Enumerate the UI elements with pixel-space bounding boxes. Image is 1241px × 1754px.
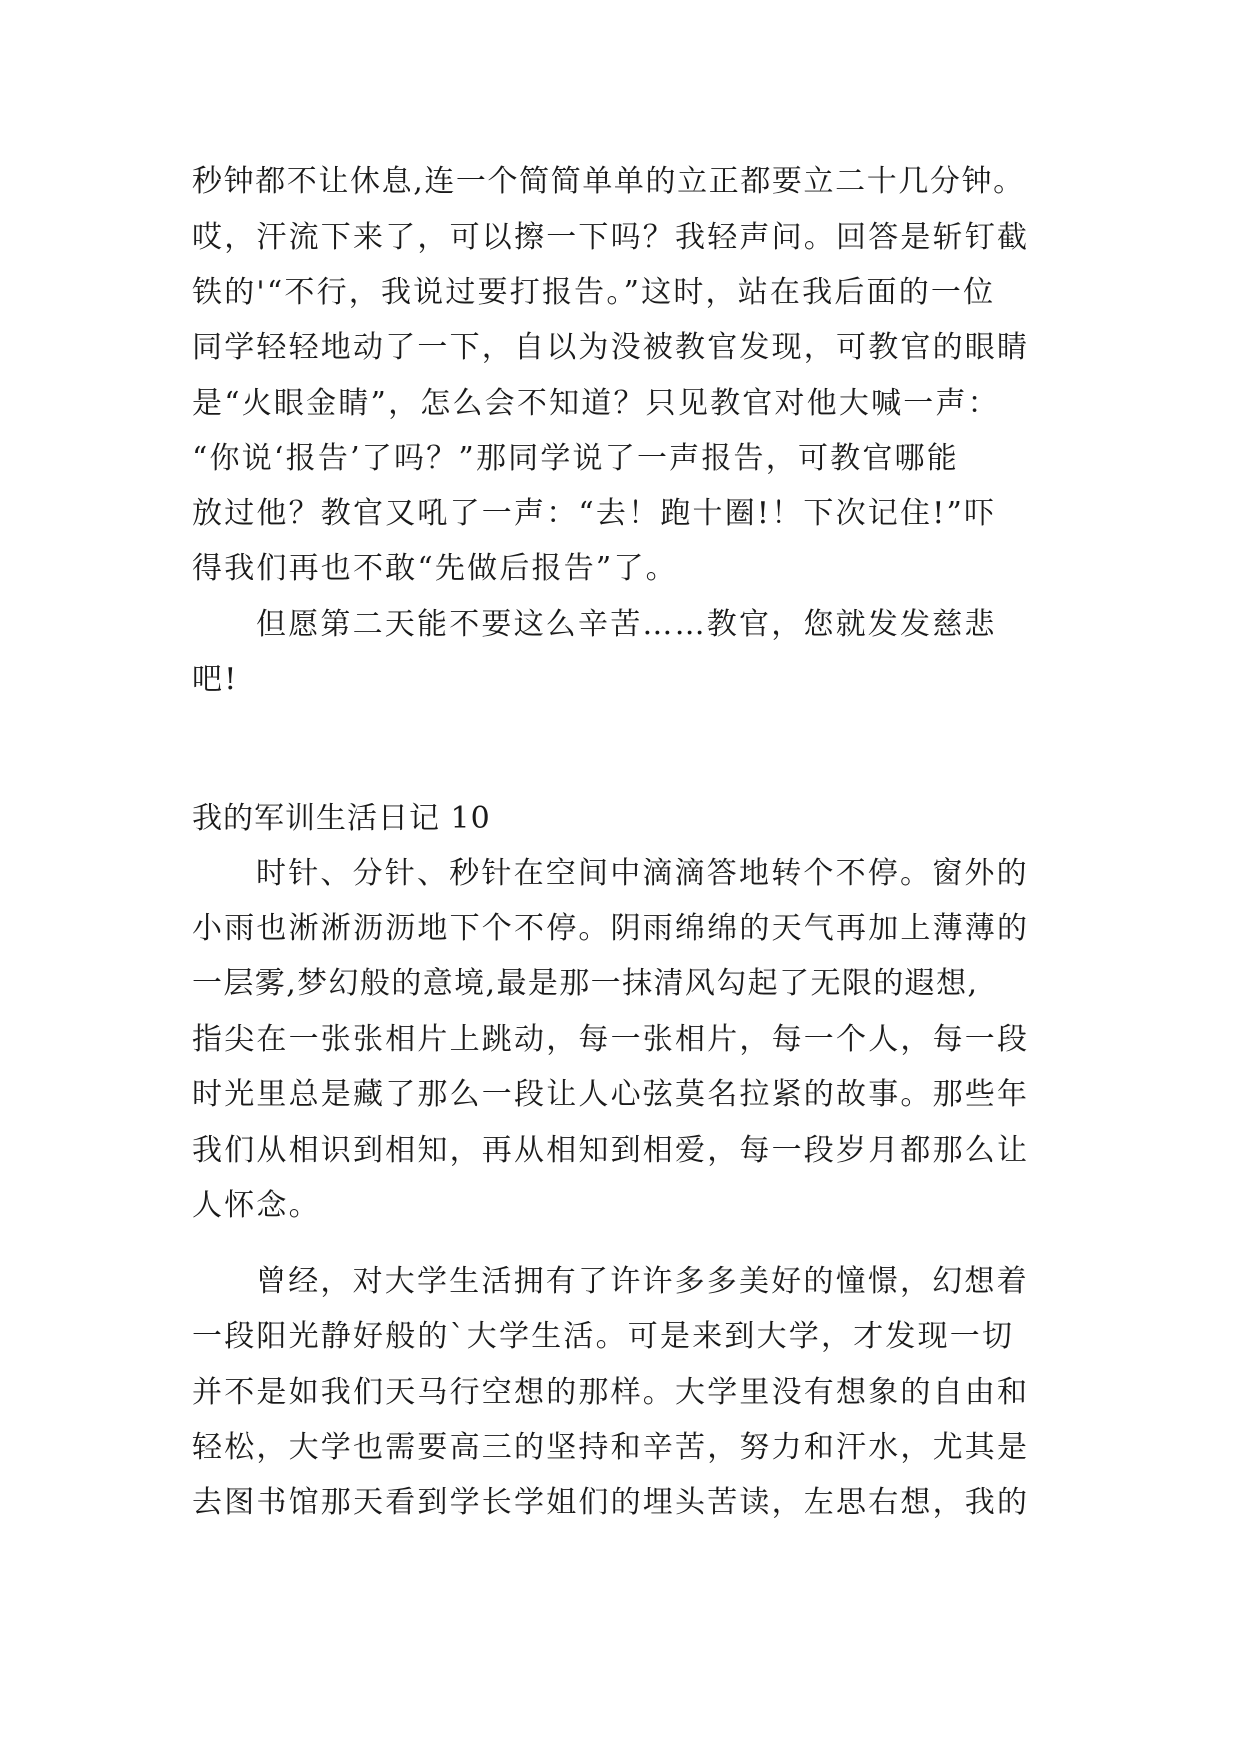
text-line: 吧! bbox=[192, 662, 239, 697]
text-line: 但愿第二天能不要这么辛苦……教官，您就发发慈悲 bbox=[256, 607, 997, 642]
text-line: 人怀念。 bbox=[192, 1188, 321, 1223]
text-line: 小雨也淅淅沥沥地下个不停。阴雨绵绵的天气再加上薄薄的 bbox=[192, 911, 1030, 946]
text-line: “你说‘报告’了吗？”那同学说了一声报告，可教官哪能 bbox=[192, 441, 959, 476]
text-line: 同学轻轻地动了一下，自以为没被教官发现，可教官的眼睛 bbox=[192, 330, 1030, 365]
text-line: 得我们再也不敢“先做后报告”了。 bbox=[192, 551, 678, 586]
text-line: 一层雾,梦幻般的意境,最是那一抹清风勾起了无限的遐想, bbox=[192, 966, 979, 1001]
text-line: 秒钟都不让休息,连一个简简单单的立正都要立二十几分钟。 bbox=[192, 164, 1025, 199]
text-line: 曾经，对大学生活拥有了许许多多美好的憧憬，幻想着 bbox=[256, 1264, 1029, 1299]
text-line: 指尖在一张张相片上跳动，每一张相片，每一个人，每一段 bbox=[192, 1022, 1030, 1057]
text-line: 放过他？教官又吼了一声：“去！跑十圈!！下次记住!”吓 bbox=[192, 496, 997, 531]
section-heading: 我的军训生活日记 10 bbox=[192, 801, 491, 836]
text-line: 是“火眼金睛”，怎么会不知道？只见教官对他大喊一声： bbox=[192, 386, 1000, 421]
text-line: 时针、分针、秒针在空间中滴滴答地转个不停。窗外的 bbox=[256, 856, 1029, 891]
text-line: 我们从相识到相知，再从相知到相爱，每一段岁月都那么让 bbox=[192, 1133, 1030, 1168]
text-line: 哎，汗流下来了，可以擦一下吗？我轻声问。回答是斩钉截 bbox=[192, 220, 1030, 255]
text-line: 并不是如我们天马行空想的那样。大学里没有想象的自由和 bbox=[192, 1375, 1030, 1410]
text-line: 铁的'“不行，我说过要打报告。”这时，站在我后面的一位 bbox=[192, 275, 996, 310]
text-line: 一段阳光静好般的`大学生活。可是来到大学，才发现一切 bbox=[192, 1319, 1015, 1354]
text-line: 去图书馆那天看到学长学姐们的埋头苦读，左思右想，我的 bbox=[192, 1485, 1030, 1520]
text-line: 轻松，大学也需要高三的坚持和辛苦，努力和汗水，尤其是 bbox=[192, 1430, 1030, 1465]
text-line: 时光里总是藏了那么一段让人心弦莫名拉紧的故事。那些年 bbox=[192, 1077, 1030, 1112]
